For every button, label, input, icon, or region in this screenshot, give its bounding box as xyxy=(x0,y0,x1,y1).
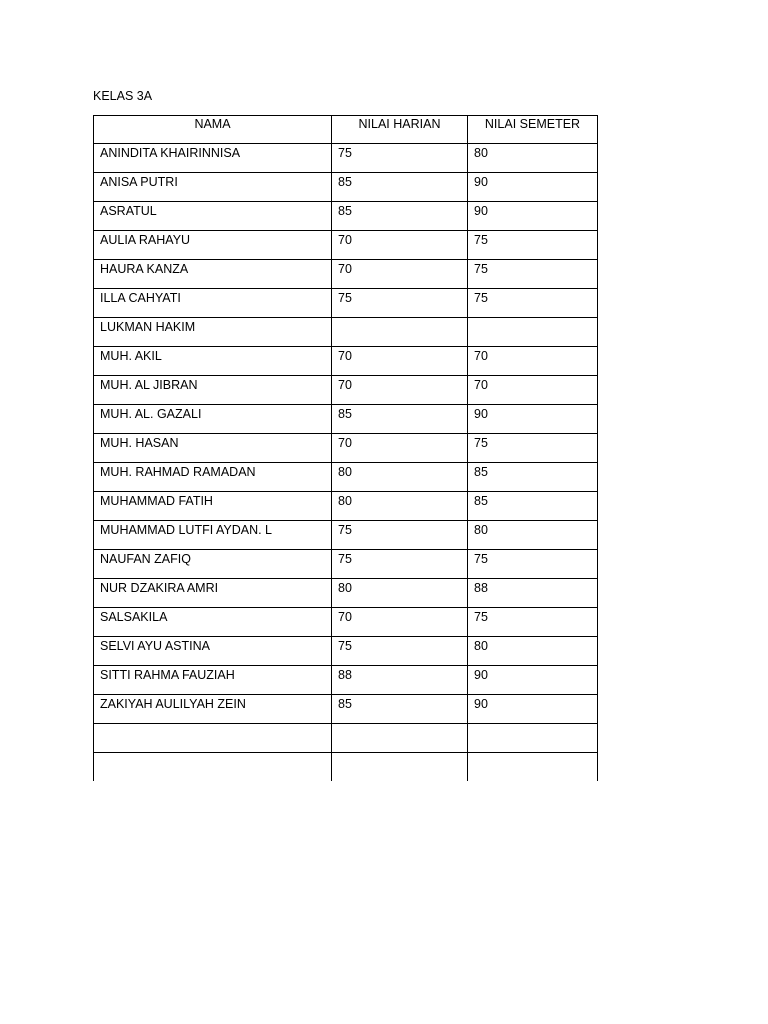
table-row xyxy=(94,695,598,724)
cell-nilai-harian: 70 xyxy=(332,608,468,637)
cell-nama: SELVI AYU ASTINA xyxy=(94,637,332,666)
cell-nilai-harian: 85 xyxy=(332,173,468,202)
cell-nilai-harian: 85 xyxy=(332,202,468,231)
cell-nilai-semeter: 75 xyxy=(468,289,598,318)
cell-nilai-harian: 75 xyxy=(332,144,468,173)
cell-nilai-semeter xyxy=(468,318,598,347)
cell-nama: MUH. AL. GAZALI xyxy=(94,405,332,434)
cell-nilai-semeter: 70 xyxy=(468,376,598,405)
cell-nama xyxy=(94,724,332,753)
cell-nilai-semeter: 90 xyxy=(468,173,598,202)
table-header-row xyxy=(94,116,598,144)
cell-nama: NAUFAN ZAFIQ xyxy=(94,550,332,579)
table-row xyxy=(94,521,598,550)
cell-nilai-semeter: 80 xyxy=(468,521,598,550)
table-row xyxy=(94,347,598,376)
cell-nilai-semeter: 90 xyxy=(468,666,598,695)
cell-nilai-semeter: 88 xyxy=(468,579,598,608)
cell-nama: MUH. AKIL xyxy=(94,347,332,376)
cell-nilai-harian: 70 xyxy=(332,376,468,405)
cell-nilai-harian: 80 xyxy=(332,492,468,521)
cell-nilai-semeter: 80 xyxy=(468,144,598,173)
table-row xyxy=(94,434,598,463)
cell-nama xyxy=(94,753,332,782)
cell-nilai-semeter: 90 xyxy=(468,695,598,724)
cell-nilai-semeter: 75 xyxy=(468,231,598,260)
cell-nama: AULIA RAHAYU xyxy=(94,231,332,260)
cell-nama: MUH. RAHMAD RAMADAN xyxy=(94,463,332,492)
cell-nilai-semeter: 75 xyxy=(468,608,598,637)
cell-nilai-harian: 70 xyxy=(332,231,468,260)
cell-nilai-semeter: 85 xyxy=(468,463,598,492)
cell-nilai-harian xyxy=(332,318,468,347)
cell-nilai-harian: 70 xyxy=(332,260,468,289)
cell-nilai-semeter: 75 xyxy=(468,550,598,579)
cell-nilai-semeter: 75 xyxy=(468,434,598,463)
cell-nilai-semeter xyxy=(468,724,598,753)
cell-nilai-harian xyxy=(332,724,468,753)
cell-nilai-semeter: 85 xyxy=(468,492,598,521)
cell-nama: MUH. AL JIBRAN xyxy=(94,376,332,405)
table-row xyxy=(94,550,598,579)
cell-nilai-semeter: 75 xyxy=(468,260,598,289)
cell-nilai-semeter: 80 xyxy=(468,637,598,666)
cell-nama: ILLA CAHYATI xyxy=(94,289,332,318)
table-row xyxy=(94,202,598,231)
table-row xyxy=(94,724,598,753)
cell-nilai-harian: 70 xyxy=(332,347,468,376)
cell-nama: HAURA KANZA xyxy=(94,260,332,289)
cell-nilai-harian: 75 xyxy=(332,550,468,579)
table-row xyxy=(94,376,598,405)
table-row xyxy=(94,144,598,173)
table-row xyxy=(94,492,598,521)
table-row xyxy=(94,318,598,347)
table-row xyxy=(94,405,598,434)
cell-nama: MUHAMMAD FATIH xyxy=(94,492,332,521)
cell-nilai-harian: 80 xyxy=(332,579,468,608)
table-row xyxy=(94,637,598,666)
cell-nilai-harian: 80 xyxy=(332,463,468,492)
cell-nama: MUH. HASAN xyxy=(94,434,332,463)
cell-nilai-semeter: 70 xyxy=(468,347,598,376)
cell-nama: ANINDITA KHAIRINNISA xyxy=(94,144,332,173)
table-row xyxy=(94,666,598,695)
header-nilai-semeter: NILAI SEMETER xyxy=(468,116,598,144)
grades-table xyxy=(93,115,598,781)
cell-nilai-harian: 85 xyxy=(332,405,468,434)
cell-nama: MUHAMMAD LUTFI AYDAN. L xyxy=(94,521,332,550)
table-row xyxy=(94,463,598,492)
cell-nilai-semeter: 90 xyxy=(468,405,598,434)
cell-nama: ANISA PUTRI xyxy=(94,173,332,202)
table-row xyxy=(94,289,598,318)
table-row xyxy=(94,231,598,260)
table-body xyxy=(94,144,598,782)
cell-nilai-semeter xyxy=(468,753,598,782)
table-row xyxy=(94,608,598,637)
cell-nilai-harian: 85 xyxy=(332,695,468,724)
table-row xyxy=(94,579,598,608)
cell-nama: SALSAKILA xyxy=(94,608,332,637)
cell-nilai-harian: 75 xyxy=(332,289,468,318)
table-row xyxy=(94,260,598,289)
cell-nilai-harian: 88 xyxy=(332,666,468,695)
header-nilai-harian: NILAI HARIAN xyxy=(332,116,468,144)
cell-nama: LUKMAN HAKIM xyxy=(94,318,332,347)
cell-nama: NUR DZAKIRA AMRI xyxy=(94,579,332,608)
cell-nilai-harian: 75 xyxy=(332,637,468,666)
table-row xyxy=(94,753,598,782)
cell-nilai-harian: 75 xyxy=(332,521,468,550)
table-row xyxy=(94,173,598,202)
page-title: KELAS 3A xyxy=(93,89,153,103)
cell-nama: ASRATUL xyxy=(94,202,332,231)
header-nama: NAMA xyxy=(94,116,332,144)
cell-nama: ZAKIYAH AULILYAH ZEIN xyxy=(94,695,332,724)
cell-nilai-harian xyxy=(332,753,468,782)
cell-nilai-harian: 70 xyxy=(332,434,468,463)
cell-nilai-semeter: 90 xyxy=(468,202,598,231)
cell-nama: SITTI RAHMA FAUZIAH xyxy=(94,666,332,695)
